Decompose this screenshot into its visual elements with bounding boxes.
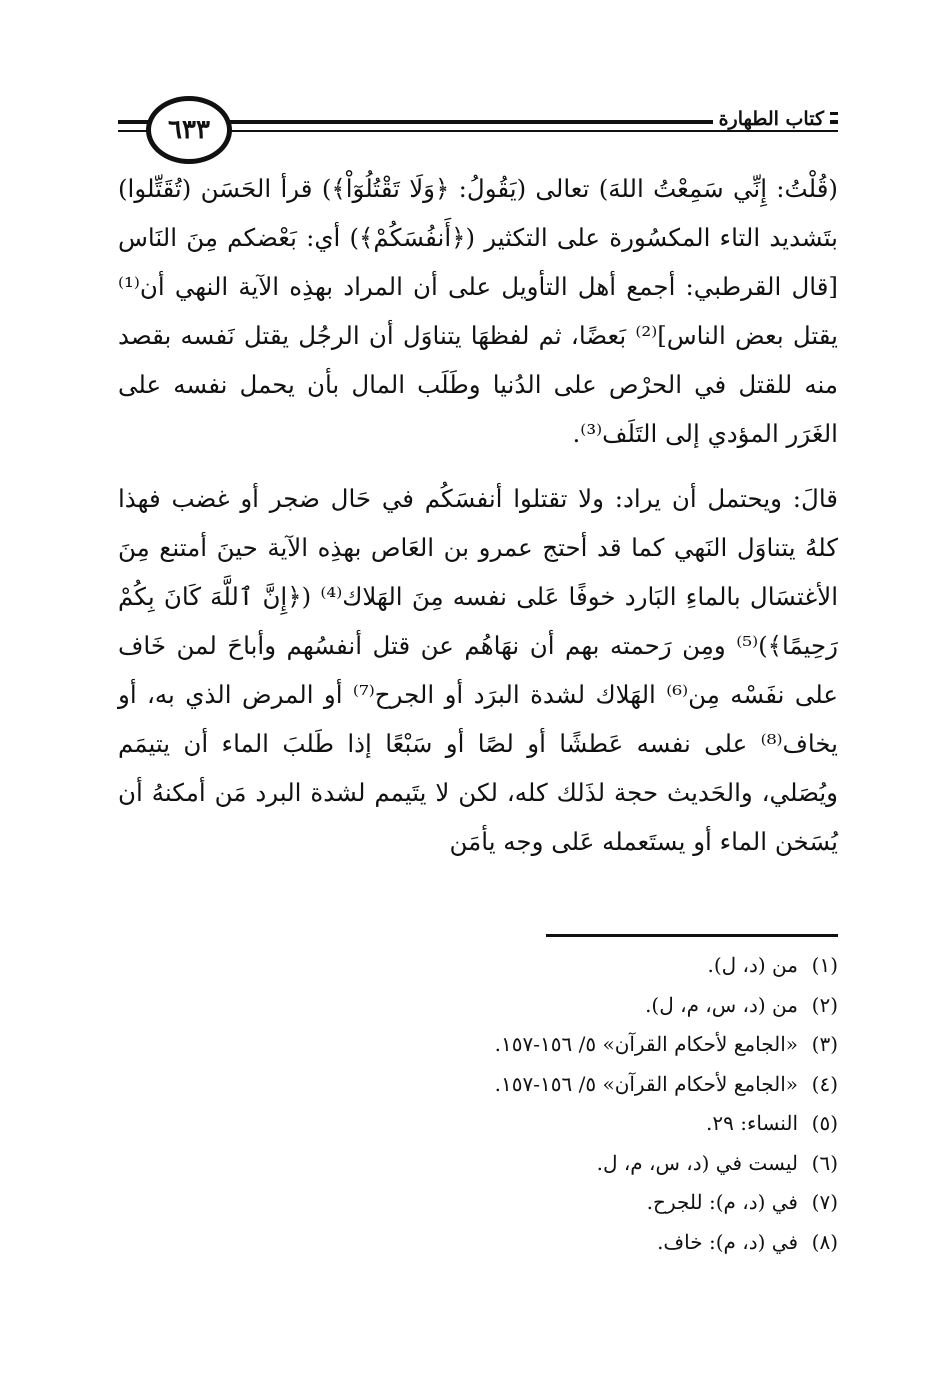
footnote-item xyxy=(278,1183,838,1223)
footnote-text: من (د، ل). xyxy=(707,953,798,977)
footnote-number: (٥) xyxy=(811,1111,838,1135)
footnote-text: ليست في (د، س، م، ل. xyxy=(596,1150,798,1175)
footnote-number: (٢) xyxy=(811,992,838,1017)
footnote-number: (٣) xyxy=(811,1032,838,1056)
footnote-item xyxy=(278,1144,838,1184)
footnote-item xyxy=(278,1065,838,1105)
footnotes-list xyxy=(278,946,838,1262)
main-text xyxy=(118,164,838,866)
footnote-separator xyxy=(546,934,838,937)
footnote-item xyxy=(278,986,838,1026)
footnote-item xyxy=(278,1025,838,1065)
footnote-text: في (د، م): للجرح. xyxy=(646,1190,798,1214)
footnote-text: النساء: ٢٩. xyxy=(706,1111,798,1135)
footnote-text: في (د، م): خاف. xyxy=(657,1229,798,1254)
footnote-number: (٤) xyxy=(811,1071,838,1096)
paragraph: (قُلْتُ: إِنِّي سَمِعْتُ اللهَ) تعالى (يَقُولُ: ﴿وَلَا تَقْتُلُوٓاْ﴾) قرأ الحَسَن (تُقَتِّلوا) بتَشديد التاء المكسُورة على التكثير (﴿أَنفُسَكُمْ﴾) أي: بَعْضكم مِنَ النَاس [قال القرطبي: أجمع أهل التأويل على أن المراد بهذِه الآية النهي أن⁽¹⁾ يقتل بعض الناس]⁽²⁾ بَعضًا، ثم لفظهَا يتناوَل أن الرجُل يقتل نَفسه بقصد منه للقتل في الحرْص على الدُنيا وطَلَب المال بأن يحمل نفسه على الغَرَر المؤدي إلى التَلَف⁽³⁾. xyxy=(118,174,838,448)
footnote-text: من (د، س، م، ل). xyxy=(645,992,798,1017)
paragraph: قالَ: ويحتمل أن يراد: ولا تقتلوا أنفسَكُم في حَال ضجر أو غضب فهذا كلهُ يتناوَل النَهي كما قد أحتج عمرو بن العَاص بهذِه الآية حينَ أمتنع مِنَ الأغتسَال بالماءِ البَارد خوفًا عَلى نفسه مِنَ الهَلاك⁽⁴⁾ (﴿إِنَّ ٱللَّهَ كَانَ بِكُمْ رَحِيمًا﴾)⁽⁵⁾ ومِن رَحمته بهم أن نهَاهُم عن قتل أنفسُهم وأباحَ لمن خَاف على نفَسْه مِن⁽⁶⁾ الهَلاك لشدة البرَد أو الجرح⁽⁷⁾ أو المرض الذي به، أو يخاف⁽⁸⁾ على نفسه عَطشًا أو لصًا أو سَبْعًا إذا طَلبَ الماء أن يتيمَم ويُصَلي، والحَديث حجة لذَلك كله، لكن لا يتَيمم لشدة البرد مَن أمكنهُ أن يُسَخن الماء أو يستَعمله عَلى وجه يأمَن xyxy=(118,484,839,856)
footnote-text: «الجامع لأحكام القرآن» ٥/ ١٥٦-١٥٧. xyxy=(494,1071,798,1096)
footnote-number: (٨) xyxy=(811,1229,838,1254)
page-header xyxy=(0,0,948,160)
footnote-number: (٦) xyxy=(811,1150,838,1175)
footnote-text: «الجامع لأحكام القرآن» ٥/ ١٥٦-١٥٧. xyxy=(494,1032,798,1056)
footnote-number: (١) xyxy=(811,953,838,977)
page-number-badge: ٦٣٣ xyxy=(146,96,232,164)
footnote-item xyxy=(278,1104,838,1144)
footnote-item xyxy=(278,946,838,986)
footnote-number: (٧) xyxy=(811,1190,838,1214)
running-title: كتاب الطهارة xyxy=(713,108,830,130)
footnote-item xyxy=(278,1223,838,1263)
